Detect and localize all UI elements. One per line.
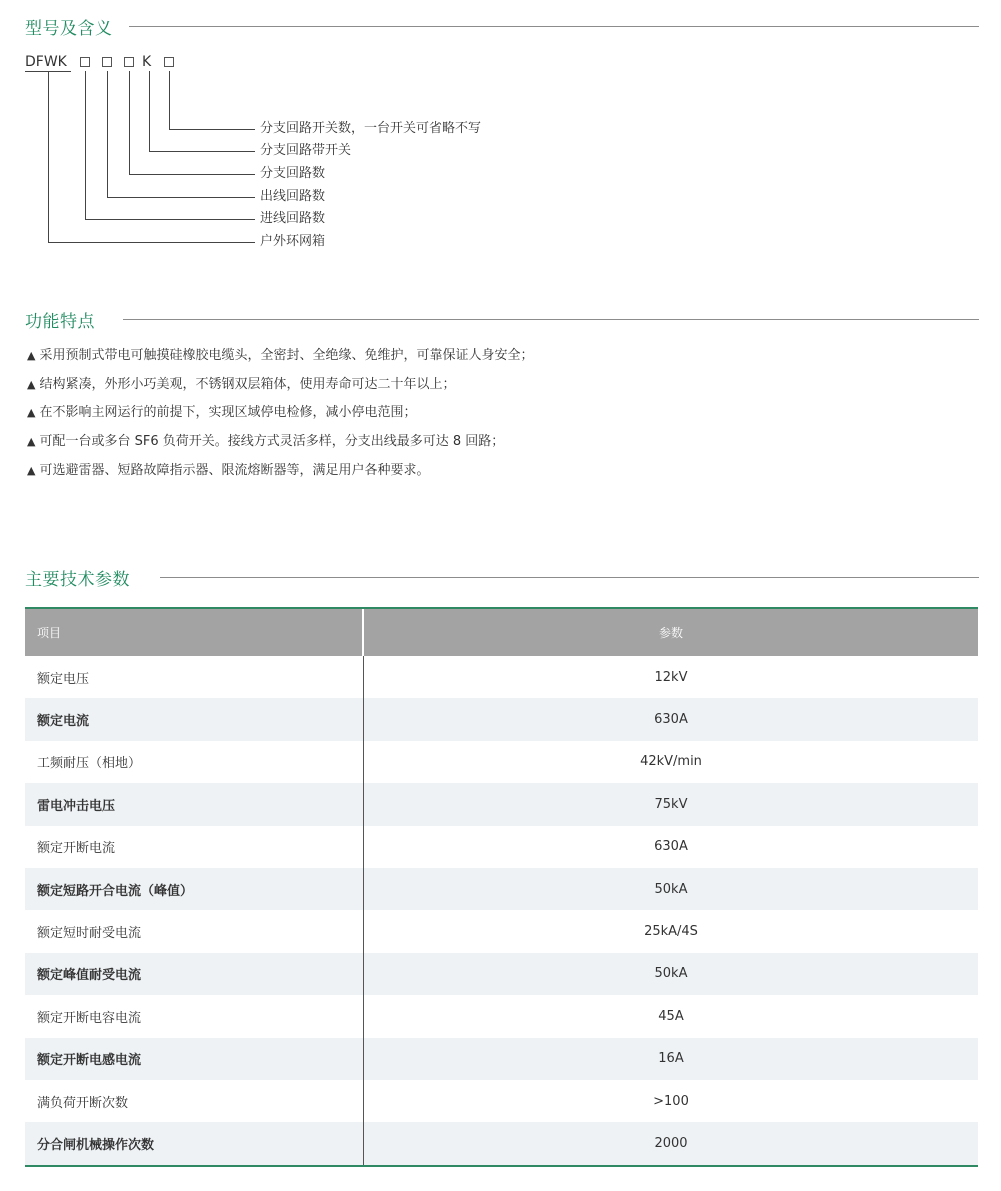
cell-value: 50kA bbox=[654, 881, 688, 897]
model-label: 进线回路数 bbox=[260, 211, 326, 226]
feature-text: 可配一台或多台 SF6 负荷开关。接线方式灵活多样，分支出线最多可达 8 回路； bbox=[39, 434, 505, 449]
leader-line bbox=[149, 151, 255, 152]
section-features-header bbox=[25, 305, 979, 333]
model-label: 户外环网箱 bbox=[260, 234, 326, 249]
cell-value: >100 bbox=[653, 1093, 689, 1109]
cell-value: 12kV bbox=[654, 669, 688, 685]
spec-table bbox=[25, 607, 978, 1167]
column-header-param: 参数 bbox=[658, 626, 683, 640]
cell-item: 额定电流 bbox=[25, 698, 364, 740]
cell-value: 50kA bbox=[654, 966, 688, 982]
feature-text: 结构紧凑，外形小巧美观，不锈钢双层箱体，使用寿命可达二十年以上； bbox=[39, 377, 456, 392]
model-label: 分支回路带开关 bbox=[260, 143, 352, 158]
feature-item bbox=[27, 377, 455, 393]
table-row bbox=[25, 868, 978, 910]
divider bbox=[160, 577, 979, 578]
table-header-row bbox=[25, 609, 978, 656]
feature-item bbox=[27, 434, 504, 450]
cell-item: 额定短时耐受电流 bbox=[25, 910, 364, 952]
triangle-bullet-icon: ▲ bbox=[27, 349, 36, 362]
cell-item: 额定开断电感电流 bbox=[25, 1038, 364, 1080]
feature-item bbox=[27, 463, 429, 479]
cell-item: 分合闸机械操作次数 bbox=[25, 1122, 364, 1164]
model-label: 分支回路开关数，一台开关可省略不写 bbox=[260, 121, 482, 136]
leader-line bbox=[107, 71, 108, 197]
leader-line bbox=[169, 129, 255, 130]
table-row bbox=[25, 783, 978, 825]
leader-line bbox=[169, 71, 170, 129]
table-row bbox=[25, 1122, 978, 1164]
table-row bbox=[25, 656, 978, 698]
cell-value: 16A bbox=[658, 1051, 684, 1067]
cell-item: 额定开断电流 bbox=[25, 826, 364, 868]
feature-item bbox=[27, 348, 533, 364]
leader-line bbox=[85, 219, 255, 220]
table-row bbox=[25, 910, 978, 952]
cell-value: 25kA/4S bbox=[644, 924, 698, 940]
table-row bbox=[25, 995, 978, 1037]
model-code-prefix: DFWK bbox=[25, 54, 67, 70]
leader-line bbox=[107, 197, 255, 198]
cell-value: 42kV/min bbox=[640, 754, 702, 770]
triangle-bullet-icon: ▲ bbox=[27, 464, 36, 477]
table-row bbox=[25, 1038, 978, 1080]
section-title-specs: 主要技术参数 bbox=[25, 569, 130, 590]
cell-item: 额定开断电容电流 bbox=[25, 995, 364, 1037]
leader-line bbox=[149, 71, 150, 151]
section-specs-header bbox=[25, 563, 979, 591]
feature-text: 采用预制式带电可触摸硅橡胶电缆头，全密封、全绝缘、免维护，可靠保证人身安全； bbox=[39, 348, 534, 363]
leader-line bbox=[48, 71, 49, 242]
model-placeholder-box bbox=[80, 57, 90, 67]
feature-text: 可选避雷器、短路故障指示器、限流熔断器等，满足用户各种要求。 bbox=[39, 463, 430, 478]
cell-item: 额定电压 bbox=[25, 656, 364, 698]
table-body bbox=[25, 656, 978, 1165]
section-title-model: 型号及含义 bbox=[25, 18, 113, 39]
triangle-bullet-icon: ▲ bbox=[27, 406, 36, 419]
cell-item: 额定峰值耐受电流 bbox=[25, 953, 364, 995]
table-row bbox=[25, 741, 978, 783]
cell-value: 630A bbox=[654, 839, 688, 855]
model-placeholder-box bbox=[102, 57, 112, 67]
leader-line bbox=[129, 71, 130, 174]
model-code-diagram bbox=[0, 0, 1001, 260]
table-row bbox=[25, 826, 978, 868]
model-label: 分支回路数 bbox=[260, 166, 326, 181]
feature-item bbox=[27, 405, 416, 421]
model-code-letter: K bbox=[142, 54, 152, 70]
cell-value: 630A bbox=[654, 712, 688, 728]
table-row bbox=[25, 1080, 978, 1122]
model-label: 出线回路数 bbox=[260, 189, 326, 204]
divider bbox=[123, 319, 979, 320]
model-placeholder-box bbox=[164, 57, 174, 67]
table-row bbox=[25, 698, 978, 740]
cell-item: 满负荷开断次数 bbox=[25, 1080, 364, 1122]
table-row bbox=[25, 953, 978, 995]
section-title-features: 功能特点 bbox=[25, 311, 95, 332]
cell-item: 额定短路开合电流（峰值） bbox=[25, 868, 364, 910]
triangle-bullet-icon: ▲ bbox=[27, 378, 36, 391]
cell-item: 雷电冲击电压 bbox=[25, 783, 364, 825]
cell-value: 45A bbox=[658, 1008, 684, 1024]
leader-line bbox=[48, 242, 255, 243]
cell-value: 2000 bbox=[654, 1135, 688, 1151]
triangle-bullet-icon: ▲ bbox=[27, 435, 36, 448]
leader-line bbox=[129, 174, 255, 175]
cell-item: 工频耐压（相地） bbox=[25, 741, 364, 783]
cell-value: 75kV bbox=[654, 796, 688, 812]
feature-text: 在不影响主网运行的前提下，实现区域停电检修，减小停电范围； bbox=[39, 405, 417, 420]
column-header-item: 项目 bbox=[25, 609, 364, 656]
model-placeholder-box bbox=[124, 57, 134, 67]
leader-line bbox=[85, 71, 86, 219]
